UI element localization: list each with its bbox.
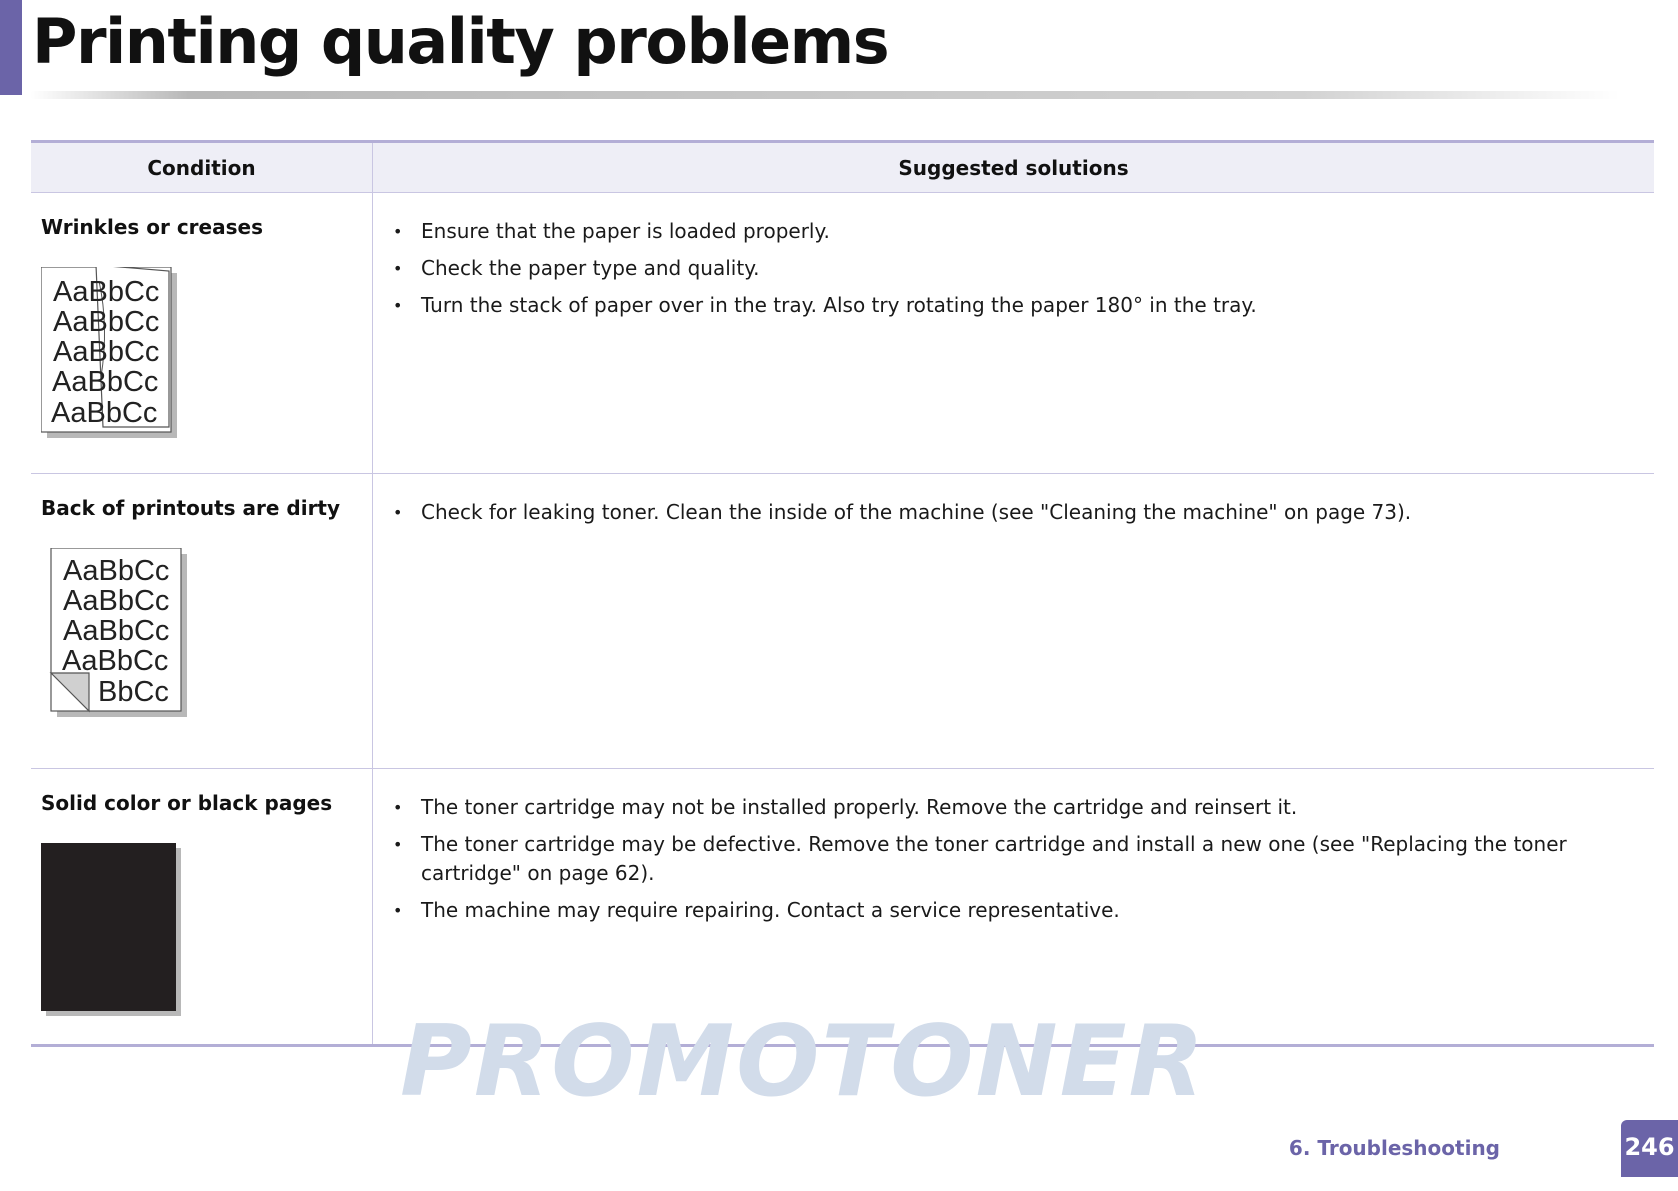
solutions-cell — [373, 769, 1655, 1046]
solution-item: • The toner cartridge may not be installed properly. Remove the cartridge and reinsert it. — [383, 793, 1634, 822]
sample-text-line: AaBbCc — [63, 615, 170, 647]
condition-header: Condition — [31, 142, 373, 193]
condition-title: Solid color or black pages — [41, 791, 333, 815]
solution-item: • Check for leaking toner. Clean the inside of the machine (see "Cleaning the machine" on page 73). — [383, 498, 1634, 527]
solution-item: • Ensure that the paper is loaded properly. — [383, 217, 1634, 246]
sample-text-line: AaBbCc — [63, 555, 170, 587]
solutions-list — [383, 793, 1634, 925]
sample-text-line: AaBbCc — [52, 366, 159, 398]
page-title: Printing quality problems — [32, 5, 889, 78]
table-row — [31, 474, 1654, 769]
solutions-list — [383, 498, 1634, 527]
title-divider — [30, 91, 1620, 99]
solutions-cell — [373, 474, 1655, 769]
sample-text-line: AaBbCc — [53, 276, 160, 308]
sample-text-line: AaBbCc — [51, 397, 158, 429]
page-number-badge: 246 — [1621, 1120, 1678, 1177]
condition-cell — [31, 474, 373, 769]
wrinkled-page-illustration — [41, 267, 181, 442]
sample-text-line: AaBbCc — [63, 585, 170, 617]
table-row — [31, 769, 1654, 1046]
sample-text-line: AaBbCc — [53, 306, 160, 338]
solution-item: • Turn the stack of paper over in the tray. Also try rotating the paper 180° in the tray. — [383, 291, 1634, 320]
solution-item: • The toner cartridge may be defective. Remove the toner cartridge and install a new one (see "Replacing the toner cartridge" on page 62). — [383, 830, 1634, 888]
sample-text-line: AaBbCc — [53, 336, 160, 368]
solutions-header: Suggested solutions — [373, 142, 1655, 193]
dirty-back-page-illustration — [41, 548, 191, 723]
condition-cell — [31, 769, 373, 1046]
solutions-cell — [373, 193, 1655, 474]
promotoner-watermark: PROMOTONER — [400, 1005, 1207, 1119]
condition-title: Wrinkles or creases — [41, 215, 263, 239]
footer-section-label: 6. Troubleshooting — [1288, 1136, 1500, 1160]
sample-text-line-partial: BbCc — [98, 676, 169, 708]
solutions-list — [383, 217, 1634, 320]
condition-cell — [31, 193, 373, 474]
table-row — [31, 193, 1654, 474]
table-header-row — [31, 142, 1654, 193]
black-page-illustration — [41, 843, 186, 1018]
solution-item: • The machine may require repairing. Contact a service representative. — [383, 896, 1634, 925]
solution-item: • Check the paper type and quality. — [383, 254, 1634, 283]
title-accent-bar — [0, 0, 22, 95]
condition-title: Back of printouts are dirty — [41, 496, 341, 520]
sample-text-line: AaBbCc — [62, 645, 169, 677]
solutions-table — [31, 140, 1654, 1047]
